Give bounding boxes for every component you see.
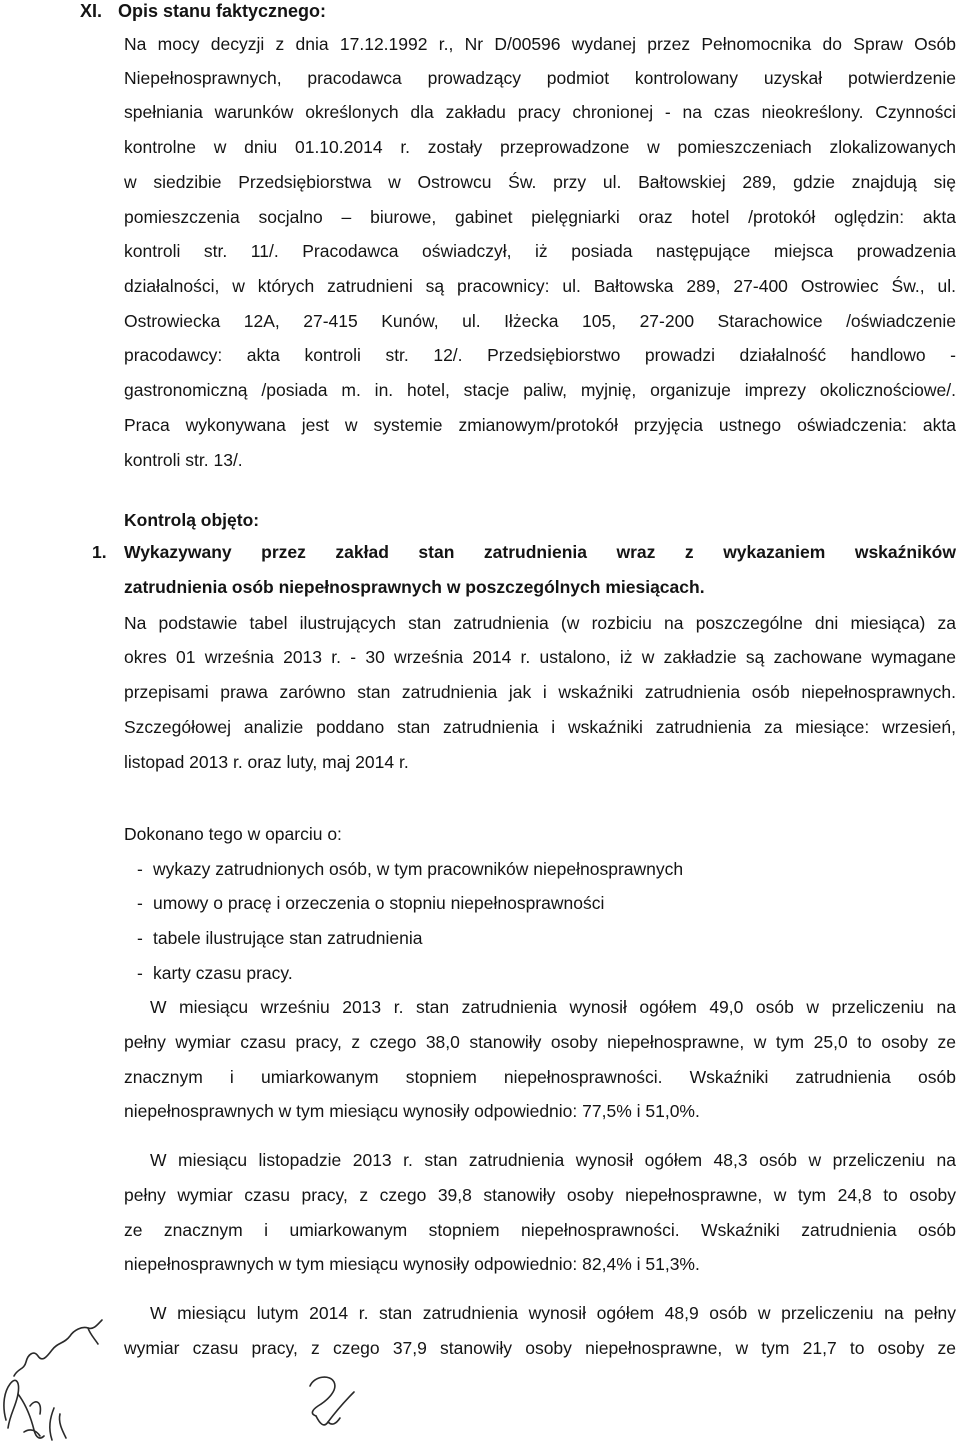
list-item-text: umowy o pracę i orzeczenia o stopniu niepełnosprawności	[153, 893, 605, 913]
text-line: Szczegółowej analizie poddano stan zatrudnienia i wskaźniki zatrudnienia za miesiące: wrzesień,	[124, 717, 956, 737]
text-line: przepisami prawa zarówno stan zatrudnienia jak i wskaźniki zatrudnienia osób niepełnosprawnych.	[124, 682, 956, 702]
text-line: działalności, w których zatrudnieni są pracownicy: ul. Bałtowska 289, 27-400 Ostrowiec Św., ul.	[124, 276, 956, 296]
text-line: listopad 2013 r. oraz luty, maj 2014 r.	[124, 752, 409, 772]
text-line: Praca wykonywana jest w systemie zmianowym/protokół przyjęcia ustnego oświadczenia: akta	[124, 415, 956, 435]
text-line: spełniania warunków określonych dla zakładu pracy chronionej - na czas nieokreślony. Czynności	[124, 102, 956, 122]
text-line: niepełnosprawnych w tym miesiącu wynosiły odpowiednio: 82,4% i 51,3%.	[124, 1254, 700, 1274]
item-title-line: Wykazywany przez zakład stan zatrudnienia wraz z wykazaniem wskaźników	[124, 542, 956, 562]
text-line: W miesiącu wrześniu 2013 r. stan zatrudnienia wynosił ogółem 49,0 osób w przeliczeniu na	[150, 997, 956, 1017]
list-item-text: karty czasu pracy.	[153, 963, 293, 983]
text-line: Ostrowiecka 12A, 27-415 Kunów, ul. Iłżecka 105, 27-200 Starachowice /oświadczenie	[124, 311, 956, 331]
scope-heading: Kontrolą objęto:	[124, 510, 260, 530]
list-item	[137, 962, 960, 984]
text-line: Na mocy decyzji z dnia 17.12.1992 r., Nr D/00596 wydanej przez Pełnomocnika do Spraw Osób	[124, 34, 956, 54]
text-line: wymiar czasu pracy, z czego 37,9 stanowiły osoby niepełnosprawne, w tym 21,7 to osoby ze	[124, 1338, 956, 1358]
section-number: XI.	[80, 1, 103, 21]
section-heading	[80, 0, 326, 22]
text-line: w siedzibie Przedsiębiorstwa w Ostrowcu Św. przy ul. Bałtowskiej 289, gdzie znajdują się	[124, 172, 956, 192]
text-line: Na podstawie tabel ilustrujących stan zatrudnienia (w rozbiciu na poszczególne dni miesiąca) za	[124, 613, 956, 633]
bullet-marker: -	[137, 963, 143, 983]
text-line: okres 01 września 2013 r. - 30 września 2014 r. ustalono, iż w zakładzie są zachowane wymagane	[124, 647, 956, 667]
item-number: 1.	[92, 542, 107, 562]
text-line: niepełnosprawnych w tym miesiącu wynosiły odpowiednio: 77,5% i 51,0%.	[124, 1101, 700, 1121]
list-item	[137, 892, 960, 914]
basis-intro: Dokonano tego w oparciu o:	[124, 824, 342, 844]
text-line: pracodawcy: akta kontroli str. 12/. Przedsiębiorstwo prowadzi działalność handlowo -	[124, 345, 956, 365]
list-item	[137, 858, 960, 880]
bullet-marker: -	[137, 893, 143, 913]
text-line: ze znacznym i umiarkowanym stopniem niepełnosprawności. Wskaźniki zatrudnienia osób	[124, 1220, 956, 1240]
text-line: pomieszczenia socjalno – biurowe, gabinet pielęgniarki oraz hotel /protokół oględzin: akta	[124, 207, 956, 227]
text-line: znacznym i umiarkowanym stopniem niepełnosprawności. Wskaźniki zatrudnienia osób	[124, 1067, 956, 1087]
list-item-text: tabele ilustrujące stan zatrudnienia	[153, 928, 423, 948]
text-line: pełny wymiar czasu pracy, z czego 38,0 stanowiły osoby niepełnosprawne, w tym 25,0 to osoby ze	[124, 1032, 956, 1052]
text-line: pełny wymiar czasu pracy, z czego 39,8 stanowiły osoby niepełnosprawne, w tym 24,8 to osoby	[124, 1185, 956, 1205]
item-title-line: zatrudnienia osób niepełnosprawnych w poszczególnych miesiącach.	[124, 577, 705, 597]
text-line: W miesiącu listopadzie 2013 r. stan zatrudnienia wynosił ogółem 48,3 osób w przeliczeniu na	[150, 1150, 956, 1170]
text-line: kontroli str. 11/. Pracodawca oświadczył, iż posiada następujące miejsca prowadzenia	[124, 241, 956, 261]
list-item-text: wykazy zatrudnionych osób, w tym pracowników niepełnosprawnych	[153, 859, 684, 879]
text-line: W miesiącu lutym 2014 r. stan zatrudnienia wynosił ogółem 48,9 osób w przeliczeniu na pełny	[150, 1303, 956, 1323]
handwritten-paraph	[300, 1370, 370, 1436]
text-line: Niepełnosprawnych, pracodawca prowadzący podmiot kontrolowany uzyskał potwierdzenie	[124, 68, 956, 88]
bullet-marker: -	[137, 859, 143, 879]
bullet-marker: -	[137, 928, 143, 948]
text-line: kontroli str. 13/.	[124, 450, 243, 470]
text-line: kontrolne w dniu 01.10.2014 r. zostały przeprowadzone w pomieszczeniach zlokalizowanych	[124, 137, 956, 157]
section-title: Opis stanu faktycznego:	[118, 1, 327, 21]
list-item	[137, 927, 960, 949]
handwritten-initials	[0, 1310, 120, 1446]
text-line: gastronomiczną /posiada m. in. hotel, stacje paliw, myjnię, organizuje imprezy okolicznościowe/.	[124, 380, 956, 400]
